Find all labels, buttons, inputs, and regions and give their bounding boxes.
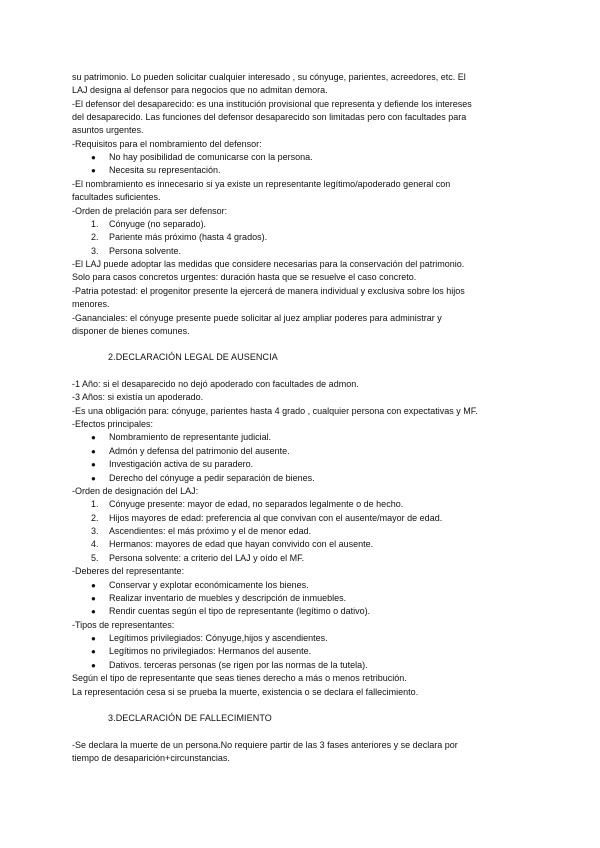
- bullet-icon: ●: [91, 153, 96, 162]
- bullet-icon: ●: [91, 460, 96, 469]
- bullet-icon: ●: [91, 661, 96, 670]
- paragraph-line: -Deberes del representante:: [72, 566, 185, 576]
- bullet-item: ● No hay posibilidad de comunicarse con la persona.: [91, 152, 313, 162]
- bullet-item: ● Derecho del cónyuge a pedir separación de bienes.: [91, 473, 315, 483]
- bullet-icon: ●: [91, 581, 96, 590]
- paragraph-line: La representación cesa si se prueba la muerte, existencia o se declara el fallecimiento.: [72, 687, 419, 697]
- numbered-item: 2. Pariente más próximo (hasta 4 grados).: [91, 232, 268, 242]
- paragraph-line: asuntos urgentes.: [72, 125, 144, 135]
- paragraph-line: menores.: [72, 299, 110, 309]
- paragraph-line: -Efectos principales:: [72, 419, 154, 429]
- paragraph-line: -El defensor del desaparecido: es una institución provisional que representa y defiende los intereses: [72, 99, 472, 109]
- bullet-item: ● Dativos. terceras personas (se rigen por las normas de la tutela).: [91, 660, 368, 670]
- paragraph-line: tiempo de desaparición+circunstancias.: [72, 753, 230, 763]
- paragraph-line: -Se declara la muerte de un persona.No requiere partir de las 3 fases anteriores y se declara por: [72, 740, 458, 750]
- bullet-icon: ●: [91, 594, 96, 603]
- paragraph-line: del desaparecido. Las funciones del defensor desaparecido son limitadas pero con facultades para: [72, 112, 467, 122]
- paragraph-line: Según el tipo de representante que seas tienes derecho a más o menos retribución.: [72, 673, 407, 683]
- bullet-item: ● Investigación activa de su paradero.: [91, 459, 254, 469]
- paragraph-line: -Patria potestad: el progenitor presente la ejercerá de manera individual y exclusiva sobre los hijos: [72, 286, 465, 296]
- paragraph-line: -3 Años: si existía un apoderado.: [72, 392, 204, 402]
- bullet-item: ● Conservar y explotar económicamente los bienes.: [91, 580, 309, 590]
- paragraph-line: -Orden de prelación para ser defensor:: [72, 206, 228, 216]
- bullet-icon: ●: [91, 647, 96, 656]
- bullet-item: ● Rendir cuentas según el tipo de representante (legítimo o dativo).: [91, 606, 371, 616]
- bullet-icon: ●: [91, 447, 96, 456]
- paragraph-line: su patrimonio. Lo pueden solicitar cualquier interesado , su cónyuge, parientes, acreedores, etc. El: [72, 72, 466, 82]
- paragraph-line: disponer de bienes comunes.: [72, 326, 190, 336]
- section-heading: 2.DECLARACIÓN LEGAL DE AUSENCIA: [108, 352, 278, 362]
- bullet-item: ● Legítimos no privilegiados: Hermanos del ausente.: [91, 646, 312, 656]
- bullet-item: ● Realizar inventario de muebles y descripción de inmuebles.: [91, 593, 347, 603]
- bullet-icon: ●: [91, 607, 96, 616]
- paragraph-line: -Gananciales: el cónyuge presente puede solicitar al juez ampliar poderes para administrar y: [72, 313, 442, 323]
- bullet-icon: ●: [91, 474, 96, 483]
- numbered-item: 3. Persona solvente.: [91, 246, 182, 256]
- numbered-item: 5. Persona solvente: a criterio del LAJ y oído el MF.: [91, 553, 305, 563]
- bullet-icon: ●: [91, 634, 96, 643]
- numbered-item: 1. Cónyuge (no separado).: [91, 219, 207, 229]
- paragraph-line: -1 Año: si el desaparecido no dejó apoderado con facultades de admon.: [72, 379, 359, 389]
- bullet-icon: ●: [91, 166, 96, 175]
- paragraph-line: -Tipos de representantes:: [72, 620, 175, 630]
- bullet-item: ● Admón y defensa del patrimonio del ausente.: [91, 446, 290, 456]
- numbered-item: 3. Ascendientes: el más próximo y el de menor edad.: [91, 526, 312, 536]
- bullet-icon: ●: [91, 433, 96, 442]
- paragraph-line: -Orden de designación del LAJ:: [72, 486, 199, 496]
- paragraph-line: LAJ designa al defensor para negocios que no admitan demora.: [72, 85, 328, 95]
- numbered-item: 4. Hermanos: mayores de edad que hayan convivido con el ausente.: [91, 539, 374, 549]
- bullet-item: ● Necesita su representación.: [91, 165, 221, 175]
- numbered-item: 2. Hijos mayores de edad: preferencia al que convivan con el ausente/mayor de edad.: [91, 513, 443, 523]
- bullet-item: ● Legítimos privilegiados: Cónyuge,hijos y ascendientes.: [91, 633, 328, 643]
- numbered-item: 1. Cónyuge presente: mayor de edad, no separados legalmente o de hecho.: [91, 499, 404, 509]
- paragraph-line: -El LAJ puede adoptar las medidas que considere necesarias para la conservación del patrimonio.: [72, 259, 465, 269]
- paragraph-line: facultades suficientes.: [72, 192, 161, 202]
- paragraph-line: Solo para casos concretos urgentes: duración hasta que se resuelve el caso concreto.: [72, 272, 417, 282]
- paragraph-line: -El nombramiento es innecesario si ya existe un representante legítimo/apoderado general con: [72, 179, 451, 189]
- section-heading: 3.DECLARACIÓN DE FALLECIMIENTO: [108, 713, 272, 723]
- bullet-item: ● Nombramiento de representante judicial.: [91, 432, 272, 442]
- paragraph-line: -Es una obligación para: cónyuge, parientes hasta 4 grado , cualquier persona con expectativas y MF.: [72, 406, 478, 416]
- paragraph-line: -Requisitos para el nombramiento del defensor:: [72, 139, 262, 149]
